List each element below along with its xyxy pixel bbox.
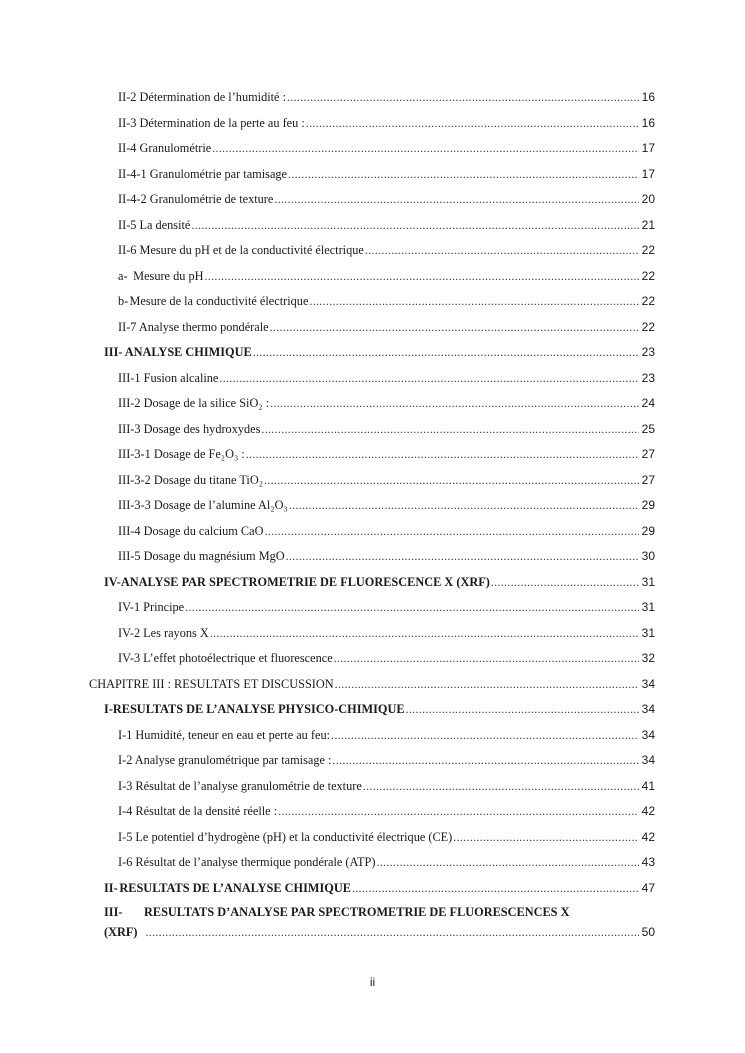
toc-entry-title: I-2 Analyse granulométrique par tamisage : xyxy=(118,753,332,767)
toc-leader-dots xyxy=(264,472,639,488)
toc-leader-dots xyxy=(185,599,639,615)
toc-entry-title: II-2 Détermination de l’humidité : xyxy=(118,90,287,104)
toc-leader-dots xyxy=(289,497,639,513)
toc-entry[interactable] xyxy=(118,752,655,768)
toc-entry-page: 16 xyxy=(641,90,655,104)
toc-entry[interactable] xyxy=(118,446,655,462)
toc-leader-dots xyxy=(352,880,639,896)
toc-section-entry[interactable] xyxy=(104,574,655,590)
toc-entry[interactable] xyxy=(118,778,655,794)
toc-entry-page: 30 xyxy=(641,549,655,563)
toc-entry-title: II-5 La densité xyxy=(118,217,191,232)
toc-entry-page: 47 xyxy=(641,880,655,895)
toc-leader-dots xyxy=(246,446,639,462)
toc-entry-title: (XRF) xyxy=(104,925,138,939)
toc-entry[interactable] xyxy=(118,166,655,182)
toc-leader-dots xyxy=(210,625,639,641)
toc-entry-page: 31 xyxy=(641,600,655,614)
toc-entry-number: III- xyxy=(104,345,123,359)
toc-leader-dots xyxy=(491,574,639,590)
toc-leader-dots xyxy=(270,395,639,411)
toc-leader-dots xyxy=(335,676,639,692)
toc-entry-title: ANALYSE CHIMIQUE xyxy=(124,345,252,359)
toc-entry-title: IV-3 L’effet photoélectrique et fluorescence xyxy=(118,651,333,665)
toc-entry-page: 17 xyxy=(641,166,655,181)
toc-entry-number: III- xyxy=(104,905,123,919)
toc-entry[interactable] xyxy=(118,523,655,539)
toc-entry-page: 27 xyxy=(641,447,655,461)
toc-entry-page: 42 xyxy=(641,829,655,844)
toc-entry-title: ANALYSE PAR SPECTROMETRIE DE FLUORESCENCE X (XRF) xyxy=(120,574,490,589)
toc-section-entry[interactable] xyxy=(104,344,655,360)
toc-leader-dots xyxy=(212,140,639,156)
toc-entry-title: I-4 Résultat de la densité réelle : xyxy=(118,804,278,818)
toc-entry-page: 32 xyxy=(641,651,655,665)
toc-leader-dots xyxy=(363,778,639,794)
toc-entry-number: b- xyxy=(118,294,129,308)
toc-leader-dots xyxy=(334,650,639,666)
toc-entry-page: 34 xyxy=(641,753,655,767)
toc-entry-title: III-3 Dosage des hydroxydes xyxy=(118,421,261,436)
toc-entry[interactable] xyxy=(118,242,655,258)
toc-leader-dots xyxy=(264,523,639,539)
toc-entry-page: 50 xyxy=(641,925,655,939)
toc-entry-title: III-2 Dosage de la silice SiO₂ : xyxy=(118,396,270,410)
toc-entry[interactable] xyxy=(118,293,655,309)
toc-entry-number: I- xyxy=(104,702,113,716)
toc-leader-dots xyxy=(365,242,639,258)
toc-entry-title: I-5 Le potentiel d’hydrogène (pH) et la conductivité électrique (CE) xyxy=(118,829,453,844)
toc-leader-dots xyxy=(287,89,639,105)
toc-entry-number: a- xyxy=(118,268,128,283)
toc-entry[interactable] xyxy=(118,829,655,845)
toc-entry-page: 20 xyxy=(641,192,655,206)
toc-entry-page: 23 xyxy=(641,370,655,385)
toc-entry-title: II-4-1 Granulométrie par tamisage xyxy=(118,166,288,181)
toc-entry[interactable] xyxy=(118,650,655,666)
toc-entry[interactable] xyxy=(118,625,655,641)
toc-leader-dots xyxy=(406,701,639,717)
page-number: ii xyxy=(369,975,376,989)
toc-leader-dots xyxy=(288,166,639,182)
toc-leader-dots xyxy=(306,115,639,131)
toc-leader-dots xyxy=(274,191,639,207)
toc-entry[interactable] xyxy=(118,191,655,207)
toc-entry-title: RESULTATS DE L’ANALYSE CHIMIQUE xyxy=(119,880,351,895)
toc-entry[interactable] xyxy=(118,803,655,819)
toc-entry-page: 24 xyxy=(641,396,655,410)
toc-entry-title: IV-2 Les rayons X xyxy=(118,625,209,640)
toc-entry-title: II-7 Analyse thermo pondérale xyxy=(118,319,269,334)
toc-entry[interactable] xyxy=(118,217,655,233)
toc-entry-page: 29 xyxy=(641,498,655,512)
toc-leader-dots xyxy=(261,421,639,437)
toc-entry-page: 29 xyxy=(641,523,655,538)
toc-leader-dots xyxy=(191,217,639,233)
toc-entry-title: III-3-1 Dosage de Fe₂O₃ : xyxy=(118,447,245,461)
toc-chapter-entry[interactable] xyxy=(89,676,655,692)
toc-entry[interactable] xyxy=(118,599,655,615)
toc-entry-page: 22 xyxy=(641,268,655,283)
toc-entry-page: 43 xyxy=(641,855,655,869)
toc-entry[interactable] xyxy=(118,497,655,513)
toc-entry-page: 22 xyxy=(641,243,655,257)
toc-entry-number: IV- xyxy=(104,574,121,589)
toc-leader-dots xyxy=(331,727,639,743)
toc-leader-dots xyxy=(332,752,639,768)
toc-entry-page: 23 xyxy=(641,345,655,359)
toc-entry-page: 21 xyxy=(641,217,655,232)
toc-entry-title: III-5 Dosage du magnésium MgO xyxy=(118,549,285,563)
toc-leader-dots xyxy=(278,803,639,819)
toc-section-entry[interactable] xyxy=(104,701,655,717)
toc-entry-page: 22 xyxy=(641,294,655,308)
toc-entry-page: 34 xyxy=(641,727,655,742)
toc-entry[interactable] xyxy=(118,727,655,743)
toc-entry[interactable] xyxy=(118,421,655,437)
toc-leader-dots xyxy=(453,829,639,845)
toc-entry[interactable] xyxy=(118,140,655,156)
toc-entry[interactable] xyxy=(118,854,655,870)
toc-entry-title: II-3 Détermination de la perte au feu : xyxy=(118,115,305,130)
toc-entry-title: II-4-2 Granulométrie de texture xyxy=(118,192,274,206)
toc-entry[interactable] xyxy=(118,472,655,488)
toc-entry-title: III-3-3 Dosage de l’alumine Al₂O₃ xyxy=(118,498,288,512)
toc-entry[interactable] xyxy=(118,89,655,105)
toc-leader-dots xyxy=(253,344,639,360)
toc-entry[interactable] xyxy=(118,319,655,335)
toc-entry-title: III-3-2 Dosage du titane TiO₂ xyxy=(118,472,263,487)
toc-leader-dots xyxy=(205,268,640,284)
toc-entry-page: 31 xyxy=(641,625,655,640)
toc-section-entry-line1[interactable] xyxy=(104,905,569,920)
toc-entry[interactable] xyxy=(118,395,655,411)
toc-entry-title: III-1 Fusion alcaline xyxy=(118,370,219,385)
toc-entry-title: CHAPITRE III : RESULTATS ET DISCUSSION xyxy=(89,676,334,691)
toc-entry-title: II-4 Granulométrie xyxy=(118,141,212,155)
toc-entry-page: 17 xyxy=(641,141,655,155)
toc-entry-title: RESULTATS D’ANALYSE PAR SPECTROMETRIE DE FLUORESCENCES X xyxy=(144,905,570,919)
toc-entry-title: III-4 Dosage du calcium CaO xyxy=(118,523,264,538)
toc-entry-title: I-1 Humidité, teneur en eau et perte au feu: xyxy=(118,727,331,742)
toc-section-entry[interactable] xyxy=(104,880,655,896)
toc-entry-page: 27 xyxy=(641,472,655,487)
toc-entry[interactable] xyxy=(118,115,655,131)
toc-leader-dots xyxy=(145,924,639,940)
toc-entry-title: I-6 Résultat de l’analyse thermique pondérale (ATP) xyxy=(118,855,376,869)
toc-entry-page: 25 xyxy=(641,421,655,436)
toc-entry-page: 16 xyxy=(641,115,655,130)
toc-entry-title: II-6 Mesure du pH et de la conductivité électrique xyxy=(118,243,364,257)
toc-entry-title: IV-1 Principe xyxy=(118,600,185,614)
toc-entry-page: 31 xyxy=(641,574,655,589)
toc-entry[interactable] xyxy=(118,268,655,284)
toc-entry-page: 34 xyxy=(641,676,655,691)
toc-leader-dots xyxy=(270,319,639,335)
toc-entry-number: II- xyxy=(104,880,118,895)
toc-leader-dots xyxy=(309,293,639,309)
toc-entry-title: Mesure du pH xyxy=(133,268,204,283)
toc-entry-page: 41 xyxy=(641,778,655,793)
toc-entry-title: Mesure de la conductivité électrique xyxy=(129,294,309,308)
toc-entry[interactable] xyxy=(118,370,655,386)
toc-entry-page: 34 xyxy=(641,702,655,716)
toc-entry-page: 22 xyxy=(641,319,655,334)
toc-leader-dots xyxy=(219,370,639,386)
toc-leader-dots xyxy=(286,548,639,564)
toc-entry-page: 42 xyxy=(641,804,655,818)
toc-leader-dots xyxy=(376,854,639,870)
toc-entry-title: RESULTATS DE L’ANALYSE PHYSICO-CHIMIQUE xyxy=(112,702,405,716)
toc-section-entry-line2[interactable] xyxy=(104,924,655,940)
toc-entry-title: I-3 Résultat de l’analyse granulométrie de texture xyxy=(118,778,362,793)
toc-entry[interactable] xyxy=(118,548,655,564)
